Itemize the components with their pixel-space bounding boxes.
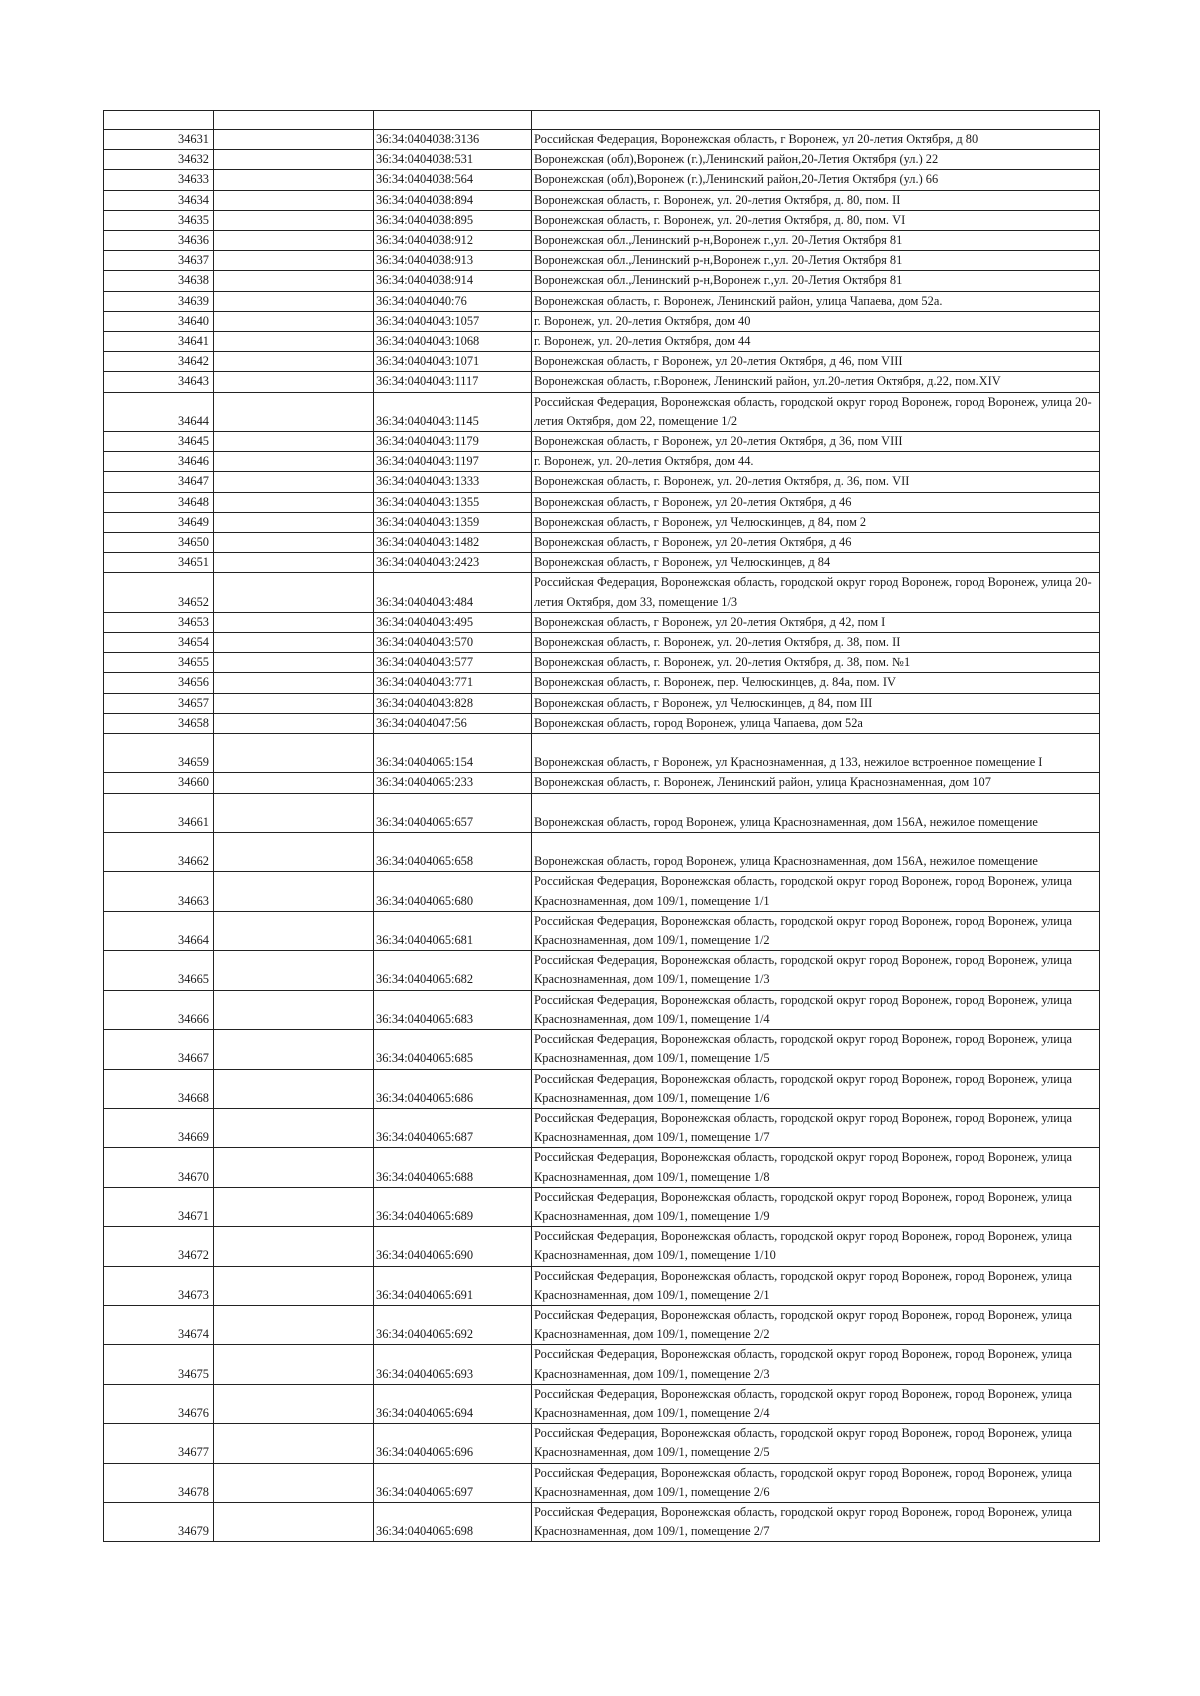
table-row [104, 793, 1100, 832]
cadastral-number: 36:34:0404043:1145 [374, 392, 532, 431]
empty-cell [214, 1148, 374, 1187]
empty-cell [214, 990, 374, 1029]
record-number: 34641 [104, 332, 214, 352]
cadastral-number: 36:34:0404043:828 [374, 693, 532, 713]
table-row [104, 150, 1100, 170]
empty-cell [214, 713, 374, 733]
record-number: 34639 [104, 291, 214, 311]
cadastral-number: 36:34:0404065:696 [374, 1424, 532, 1463]
record-number: 34636 [104, 231, 214, 251]
table-row [104, 130, 1100, 150]
empty-cell [214, 773, 374, 793]
record-number: 34645 [104, 432, 214, 452]
address: Воронежская область, г. Воронеж, ул. 20-летия Октября, д. 80, пом. II [532, 190, 1100, 210]
record-number: 34671 [104, 1187, 214, 1226]
address: Воронежская обл.,Ленинский р-н,Воронеж г.,ул. 20-Летия Октября 81 [532, 251, 1100, 271]
cadastral-table [103, 110, 1100, 1542]
table-row [104, 673, 1100, 693]
table-row [104, 352, 1100, 372]
address: Российская Федерация, Воронежская область, городской округ город Воронеж, город Воронеж, улица Краснознаменная, дом 109/1, помещение 2/2 [532, 1305, 1100, 1344]
address: Воронежская область, г. Воронеж, Ленинский район, улица Чапаева, дом 52а. [532, 291, 1100, 311]
record-number: 34644 [104, 392, 214, 431]
empty-cell [214, 872, 374, 911]
record-number: 34635 [104, 210, 214, 230]
address: Российская Федерация, Воронежская область, городской округ город Воронеж, город Воронеж, улица Краснознаменная, дом 109/1, помещение 1/9 [532, 1187, 1100, 1226]
record-number: 34651 [104, 553, 214, 573]
empty-cell [214, 612, 374, 632]
address: Воронежская область, г Воронеж, ул 20-летия Октября, д 36, пом VIII [532, 432, 1100, 452]
record-number: 34679 [104, 1502, 214, 1541]
table-row [104, 573, 1100, 612]
table-row [104, 512, 1100, 532]
cadastral-number: 36:34:0404038:913 [374, 251, 532, 271]
record-number: 34661 [104, 793, 214, 832]
empty-cell [214, 533, 374, 553]
address: Воронежская область, г Воронеж, ул Краснознаменная, д 133, нежилое встроенное помещение I [532, 734, 1100, 773]
address: Воронежская область, г Воронеж, ул 20-летия Октября, д 42, пом I [532, 612, 1100, 632]
table-row [104, 311, 1100, 331]
table-row [104, 492, 1100, 512]
address: Воронежская область, г Воронеж, ул Челюскинцев, д 84, пом III [532, 693, 1100, 713]
address: Российская Федерация, Воронежская область, городской округ город Воронеж, город Воронеж, улица Краснознаменная, дом 109/1, помещение 1/3 [532, 951, 1100, 990]
empty-cell [214, 573, 374, 612]
record-number: 34631 [104, 130, 214, 150]
record-number: 34648 [104, 492, 214, 512]
table-row [104, 612, 1100, 632]
cadastral-number: 36:34:0404065:689 [374, 1187, 532, 1226]
record-number: 34669 [104, 1108, 214, 1147]
empty-cell [214, 492, 374, 512]
cadastral-number: 36:34:0404065:698 [374, 1502, 532, 1541]
address: Воронежская область, г. Воронеж, Ленинский район, улица Краснознаменная, дом 107 [532, 773, 1100, 793]
table-row [104, 210, 1100, 230]
empty-cell [214, 1069, 374, 1108]
cadastral-number: 36:34:0404065:686 [374, 1069, 532, 1108]
cadastral-number: 36:34:0404065:682 [374, 951, 532, 990]
address: Воронежская область, город Воронеж, улица Чапаева, дом 52а [532, 713, 1100, 733]
cadastral-number: 36:34:0404043:1333 [374, 472, 532, 492]
cadastral-number: 36:34:0404038:895 [374, 210, 532, 230]
empty-cell [214, 130, 374, 150]
empty-cell [214, 210, 374, 230]
table-row [104, 1030, 1100, 1069]
empty-cell [214, 1345, 374, 1384]
cadastral-number: 36:34:0404043:570 [374, 633, 532, 653]
cadastral-number: 36:34:0404043:771 [374, 673, 532, 693]
empty-cell [214, 1384, 374, 1423]
address: Воронежская область, г. Воронеж, ул. 20-летия Октября, д. 38, пом. №1 [532, 653, 1100, 673]
empty-cell [214, 693, 374, 713]
empty-cell [214, 673, 374, 693]
table-row [104, 1384, 1100, 1423]
cadastral-number: 36:34:0404043:2423 [374, 553, 532, 573]
table-row [104, 951, 1100, 990]
record-number: 34663 [104, 872, 214, 911]
address: Российская Федерация, Воронежская область, городской округ город Воронеж, город Воронеж, улица Краснознаменная, дом 109/1, помещение 2/3 [532, 1345, 1100, 1384]
record-number: 34674 [104, 1305, 214, 1344]
record-number: 34643 [104, 372, 214, 392]
cadastral-number: 36:34:0404065:694 [374, 1384, 532, 1423]
record-number: 34633 [104, 170, 214, 190]
empty-cell [214, 512, 374, 532]
table-row [104, 1424, 1100, 1463]
table-row [104, 170, 1100, 190]
cadastral-number: 36:34:0404043:1179 [374, 432, 532, 452]
empty-cell [214, 332, 374, 352]
empty-cell [214, 251, 374, 271]
address: г. Воронеж, ул. 20-летия Октября, дом 40 [532, 311, 1100, 331]
record-number: 34640 [104, 311, 214, 331]
cadastral-number: 36:34:0404038:894 [374, 190, 532, 210]
empty-cell [214, 472, 374, 492]
cadastral-number: 36:34:0404047:56 [374, 713, 532, 733]
cadastral-number: 36:34:0404065:690 [374, 1227, 532, 1266]
empty-cell [214, 951, 374, 990]
cadastral-number: 36:34:0404043:495 [374, 612, 532, 632]
cadastral-number: 36:34:0404065:233 [374, 773, 532, 793]
record-number: 34642 [104, 352, 214, 372]
record-number: 34675 [104, 1345, 214, 1384]
address: Российская Федерация, Воронежская область, городской округ город Воронеж, город Воронеж, улица Краснознаменная, дом 109/1, помещение 1/8 [532, 1148, 1100, 1187]
table-header-row [104, 111, 1100, 130]
address: Воронежская область, город Воронеж, улица Краснознаменная, дом 156А, нежилое помещение [532, 793, 1100, 832]
empty-cell [214, 291, 374, 311]
empty-cell [214, 633, 374, 653]
address: Российская Федерация, Воронежская область, городской округ город Воронеж, город Воронеж, улица Краснознаменная, дом 109/1, помещение 1/4 [532, 990, 1100, 1029]
record-number: 34650 [104, 533, 214, 553]
table-row [104, 332, 1100, 352]
record-number: 34634 [104, 190, 214, 210]
header-cell [532, 111, 1100, 130]
table-row [104, 1463, 1100, 1502]
empty-cell [214, 1502, 374, 1541]
address: Воронежская область, г Воронеж, ул 20-летия Октября, д 46 [532, 533, 1100, 553]
table-row [104, 990, 1100, 1029]
address: Российская Федерация, Воронежская область, городской округ город Воронеж, город Воронеж, улица Краснознаменная, дом 109/1, помещение 2/7 [532, 1502, 1100, 1541]
address: Воронежская область, г. Воронеж, ул. 20-летия Октября, д. 36, пом. VII [532, 472, 1100, 492]
empty-cell [214, 1187, 374, 1226]
address: Воронежская область, г Воронеж, ул Челюскинцев, д 84, пом 2 [532, 512, 1100, 532]
record-number: 34668 [104, 1069, 214, 1108]
table-row [104, 1187, 1100, 1226]
empty-cell [214, 271, 374, 291]
header-cell [214, 111, 374, 130]
address: Воронежская обл.,Ленинский р-н,Воронеж г.,ул. 20-Летия Октября 81 [532, 271, 1100, 291]
address: Воронежская область, г. Воронеж, ул. 20-летия Октября, д. 80, пом. VI [532, 210, 1100, 230]
cadastral-number: 36:34:0404065:683 [374, 990, 532, 1029]
address: Российская Федерация, Воронежская область, городской округ город Воронеж, город Воронеж, улица 20-летия Октября, дом 33, помещение 1/3 [532, 573, 1100, 612]
cadastral-number: 36:34:0404043:1071 [374, 352, 532, 372]
empty-cell [214, 452, 374, 472]
record-number: 34664 [104, 911, 214, 950]
cadastral-number: 36:34:0404065:687 [374, 1108, 532, 1147]
empty-cell [214, 833, 374, 872]
cadastral-number: 36:34:0404065:681 [374, 911, 532, 950]
table-row [104, 1148, 1100, 1187]
cadastral-number: 36:34:0404043:1197 [374, 452, 532, 472]
table-row [104, 1069, 1100, 1108]
table-row [104, 472, 1100, 492]
table-row [104, 452, 1100, 472]
cadastral-number: 36:34:0404038:912 [374, 231, 532, 251]
cadastral-number: 36:34:0404065:680 [374, 872, 532, 911]
header-cell [374, 111, 532, 130]
address: Воронежская обл.,Ленинский р-н,Воронеж г.,ул. 20-Летия Октября 81 [532, 231, 1100, 251]
table-row [104, 372, 1100, 392]
table-row [104, 833, 1100, 872]
table-row [104, 1266, 1100, 1305]
empty-cell [214, 311, 374, 331]
table-body [104, 111, 1100, 1542]
cadastral-number: 36:34:0404038:914 [374, 271, 532, 291]
address: Российская Федерация, Воронежская область, городской округ город Воронеж, город Воронеж, улица Краснознаменная, дом 109/1, помещение 1/5 [532, 1030, 1100, 1069]
table-row [104, 1502, 1100, 1541]
table-row [104, 231, 1100, 251]
cadastral-number: 36:34:0404043:1057 [374, 311, 532, 331]
address: Российская Федерация, Воронежская область, городской округ город Воронеж, город Воронеж, улица Краснознаменная, дом 109/1, помещение 1/10 [532, 1227, 1100, 1266]
cadastral-number: 36:34:0404038:531 [374, 150, 532, 170]
table-row [104, 713, 1100, 733]
table-row [104, 553, 1100, 573]
empty-cell [214, 734, 374, 773]
empty-cell [214, 170, 374, 190]
address: Российская Федерация, Воронежская область, городской округ город Воронеж, город Воронеж, улица Краснознаменная, дом 109/1, помещение 2/4 [532, 1384, 1100, 1423]
cadastral-number: 36:34:0404043:1482 [374, 533, 532, 553]
table-row [104, 432, 1100, 452]
cadastral-number: 36:34:0404065:697 [374, 1463, 532, 1502]
record-number: 34653 [104, 612, 214, 632]
record-number: 34660 [104, 773, 214, 793]
empty-cell [214, 1030, 374, 1069]
empty-cell [214, 1463, 374, 1502]
record-number: 34666 [104, 990, 214, 1029]
record-number: 34649 [104, 512, 214, 532]
record-number: 34647 [104, 472, 214, 492]
cadastral-number: 36:34:0404040:76 [374, 291, 532, 311]
record-number: 34665 [104, 951, 214, 990]
address: Российская Федерация, Воронежская область, городской округ город Воронеж, город Воронеж, улица Краснознаменная, дом 109/1, помещение 2/1 [532, 1266, 1100, 1305]
table-row [104, 251, 1100, 271]
empty-cell [214, 432, 374, 452]
cadastral-number: 36:34:0404038:564 [374, 170, 532, 190]
empty-cell [214, 911, 374, 950]
table-row [104, 653, 1100, 673]
table-row [104, 633, 1100, 653]
address: Воронежская область, г Воронеж, ул Челюскинцев, д 84 [532, 553, 1100, 573]
table-row [104, 1227, 1100, 1266]
address: г. Воронеж, ул. 20-летия Октября, дом 44 [532, 332, 1100, 352]
record-number: 34638 [104, 271, 214, 291]
address: Российская Федерация, Воронежская область, городской округ город Воронеж, город Воронеж, улица Краснознаменная, дом 109/1, помещение 1/7 [532, 1108, 1100, 1147]
record-number: 34657 [104, 693, 214, 713]
address: Российская Федерация, Воронежская область, городской округ город Воронеж, город Воронеж, улица Краснознаменная, дом 109/1, помещение 1/6 [532, 1069, 1100, 1108]
empty-cell [214, 392, 374, 431]
record-number: 34659 [104, 734, 214, 773]
address: Российская Федерация, Воронежская область, городской округ город Воронеж, город Воронеж, улица Краснознаменная, дом 109/1, помещение 1/1 [532, 872, 1100, 911]
table-row [104, 773, 1100, 793]
table-row [104, 872, 1100, 911]
table-row [104, 734, 1100, 773]
address: Воронежская область, г.Воронеж, Ленинский район, ул.20-летия Октября, д.22, пом.XIV [532, 372, 1100, 392]
empty-cell [214, 1424, 374, 1463]
table-row [104, 1108, 1100, 1147]
empty-cell [214, 231, 374, 251]
record-number: 34676 [104, 1384, 214, 1423]
cadastral-number: 36:34:0404043:1068 [374, 332, 532, 352]
record-number: 34655 [104, 653, 214, 673]
address: Российская Федерация, Воронежская область, г Воронеж, ул 20-летия Октября, д 80 [532, 130, 1100, 150]
record-number: 34677 [104, 1424, 214, 1463]
record-number: 34656 [104, 673, 214, 693]
cadastral-number: 36:34:0404065:692 [374, 1305, 532, 1344]
record-number: 34678 [104, 1463, 214, 1502]
record-number: 34652 [104, 573, 214, 612]
table-row [104, 291, 1100, 311]
record-number: 34672 [104, 1227, 214, 1266]
record-number: 34632 [104, 150, 214, 170]
table-row [104, 271, 1100, 291]
cadastral-number: 36:34:0404043:1359 [374, 512, 532, 532]
cadastral-number: 36:34:0404065:691 [374, 1266, 532, 1305]
cadastral-number: 36:34:0404038:3136 [374, 130, 532, 150]
address: Воронежская область, г Воронеж, ул 20-летия Октября, д 46 [532, 492, 1100, 512]
cadastral-number: 36:34:0404043:1117 [374, 372, 532, 392]
empty-cell [214, 190, 374, 210]
cadastral-number: 36:34:0404065:685 [374, 1030, 532, 1069]
header-cell [104, 111, 214, 130]
address: Российская Федерация, Воронежская область, городской округ город Воронеж, город Воронеж, улица Краснознаменная, дом 109/1, помещение 2/5 [532, 1424, 1100, 1463]
address: Воронежская область, г. Воронеж, пер. Челюскинцев, д. 84а, пом. IV [532, 673, 1100, 693]
record-number: 34667 [104, 1030, 214, 1069]
cadastral-number: 36:34:0404065:658 [374, 833, 532, 872]
empty-cell [214, 1305, 374, 1344]
record-number: 34646 [104, 452, 214, 472]
address: Российская Федерация, Воронежская область, городской округ город Воронеж, город Воронеж, улица Краснознаменная, дом 109/1, помещение 1/2 [532, 911, 1100, 950]
cadastral-number: 36:34:0404043:1355 [374, 492, 532, 512]
empty-cell [214, 1227, 374, 1266]
table-row [104, 693, 1100, 713]
address: Воронежская область, город Воронеж, улица Краснознаменная, дом 156А, нежилое помещение [532, 833, 1100, 872]
empty-cell [214, 653, 374, 673]
record-number: 34673 [104, 1266, 214, 1305]
record-number: 34662 [104, 833, 214, 872]
cadastral-number: 36:34:0404065:657 [374, 793, 532, 832]
address: Российская Федерация, Воронежская область, городской округ город Воронеж, город Воронеж, улица Краснознаменная, дом 109/1, помещение 2/6 [532, 1463, 1100, 1502]
cadastral-number: 36:34:0404065:154 [374, 734, 532, 773]
empty-cell [214, 150, 374, 170]
record-number: 34654 [104, 633, 214, 653]
empty-cell [214, 372, 374, 392]
table-row [104, 533, 1100, 553]
address: Российская Федерация, Воронежская область, городской округ город Воронеж, город Воронеж, улица 20-летия Октября, дом 22, помещение 1/2 [532, 392, 1100, 431]
record-number: 34670 [104, 1148, 214, 1187]
address: Воронежская область, г. Воронеж, ул. 20-летия Октября, д. 38, пом. II [532, 633, 1100, 653]
table-row [104, 911, 1100, 950]
cadastral-number: 36:34:0404065:693 [374, 1345, 532, 1384]
cadastral-number: 36:34:0404043:577 [374, 653, 532, 673]
address: Воронежская область, г Воронеж, ул 20-летия Октября, д 46, пом VIII [532, 352, 1100, 372]
table-row [104, 190, 1100, 210]
empty-cell [214, 352, 374, 372]
address: Воронежская (обл),Воронеж (г.),Ленинский район,20-Летия Октября (ул.) 66 [532, 170, 1100, 190]
empty-cell [214, 553, 374, 573]
table-row [104, 392, 1100, 431]
table-row [104, 1305, 1100, 1344]
record-number: 34637 [104, 251, 214, 271]
cadastral-number: 36:34:0404065:688 [374, 1148, 532, 1187]
table-row [104, 1345, 1100, 1384]
empty-cell [214, 1108, 374, 1147]
record-number: 34658 [104, 713, 214, 733]
address: Воронежская (обл),Воронеж (г.),Ленинский район,20-Летия Октября (ул.) 22 [532, 150, 1100, 170]
cadastral-number: 36:34:0404043:484 [374, 573, 532, 612]
empty-cell [214, 793, 374, 832]
empty-cell [214, 1266, 374, 1305]
address: г. Воронеж, ул. 20-летия Октября, дом 44. [532, 452, 1100, 472]
